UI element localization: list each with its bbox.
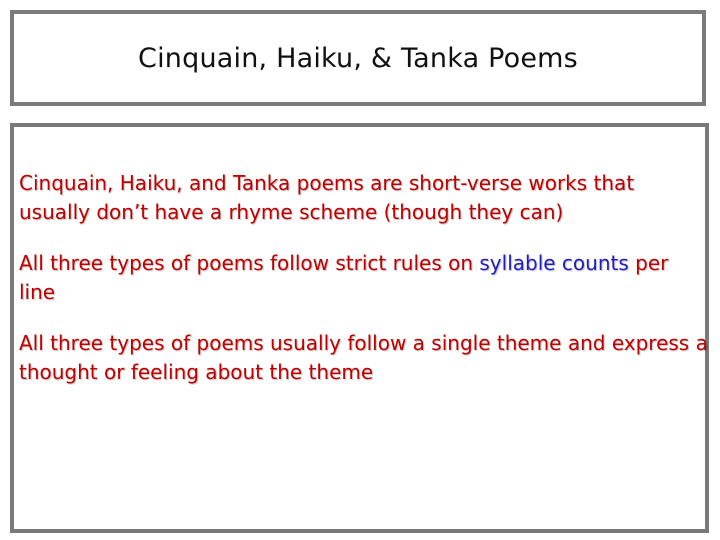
bullet-3-text: All three types of poems usually follow a single theme and express a thought or feeling about the theme: [19, 331, 708, 384]
bullet-item-3: [19, 329, 709, 387]
syllable-counts-highlight: syllable counts: [479, 251, 629, 275]
bullet-item-2: [19, 249, 709, 307]
title-box: [10, 10, 706, 106]
bullet-1-text: Cinquain, Haiku, and Tanka poems are short-verse works that usually don’t have a rhyme scheme (though they can): [19, 171, 635, 224]
bullet-2-text-before: All three types of poems follow strict rules on: [19, 251, 480, 275]
slide-title: Cinquain, Haiku, & Tanka Poems: [138, 42, 578, 74]
content-box: [10, 123, 709, 533]
bullet-2-text-after: per line: [19, 251, 669, 304]
bullet-list: [19, 169, 709, 409]
bullet-item-1: [19, 169, 709, 227]
